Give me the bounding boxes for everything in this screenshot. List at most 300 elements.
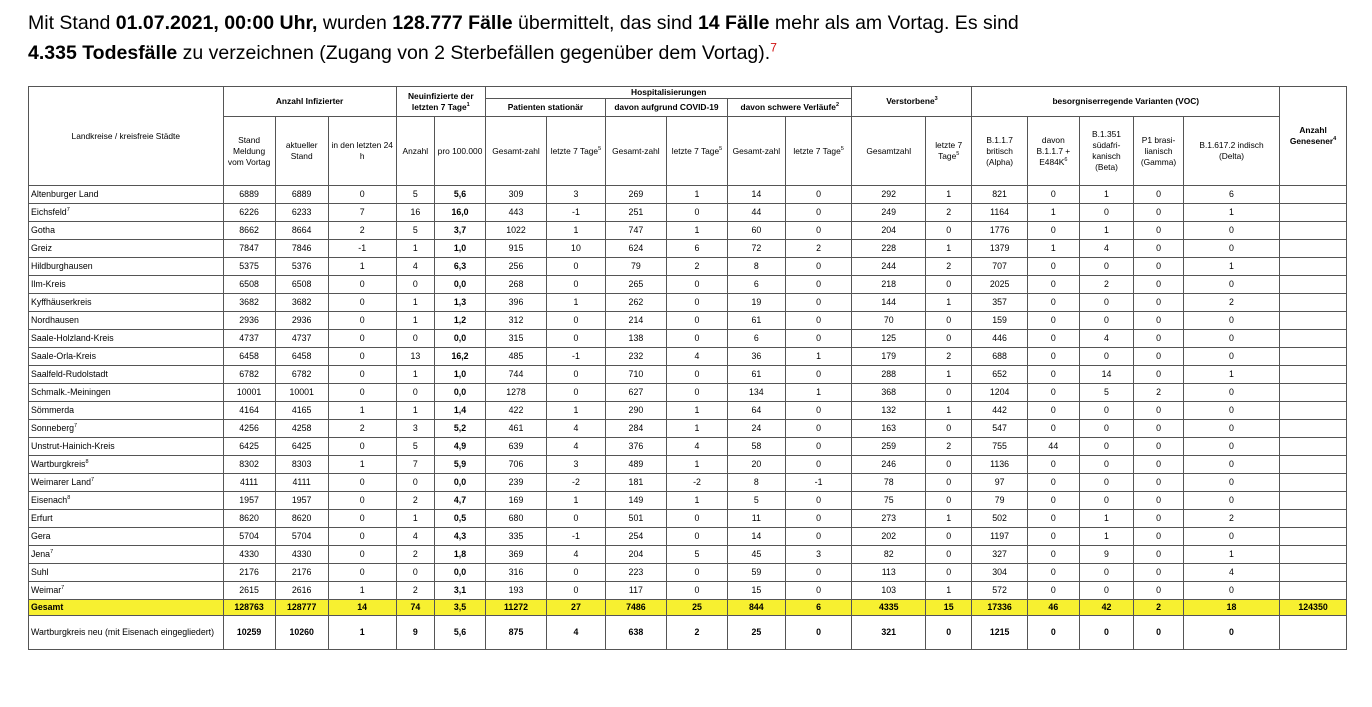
table-cell: 0: [785, 456, 852, 474]
table-cell: 14: [328, 600, 396, 616]
table-cell: 2: [328, 420, 396, 438]
table-row: [29, 528, 1347, 546]
table-cell: 25: [666, 600, 727, 616]
table-cell: 4330: [275, 546, 328, 564]
table-cell: 204: [852, 222, 926, 240]
table-cell: 316: [485, 564, 546, 582]
table-cell: 501: [605, 510, 666, 528]
district-name-label: Hildburghausen: [31, 261, 93, 271]
covid-table: [28, 86, 1347, 650]
table-cell: 461: [485, 420, 546, 438]
table-cell: 1: [785, 384, 852, 402]
table-cell: 1: [785, 348, 852, 366]
header-hospital: Hospitalisierungen: [485, 87, 852, 99]
district-name-label: Greiz: [31, 243, 53, 253]
table-cell: 58: [728, 438, 786, 456]
table-cell: 3: [785, 546, 852, 564]
district-footnote: 7: [90, 477, 95, 484]
header-schwer-footnote: 2: [835, 102, 839, 109]
table-cell: 0: [1183, 492, 1279, 510]
district-name: [29, 276, 224, 294]
table-cell: 0: [926, 616, 972, 650]
table-cell: 335: [485, 528, 546, 546]
table-cell: 292: [852, 186, 926, 204]
table-cell: 6458: [275, 348, 328, 366]
table-cell: 3: [547, 456, 606, 474]
table-cell: 0: [785, 420, 852, 438]
table-cell: -1: [328, 240, 396, 258]
table-row: [29, 294, 1347, 312]
table-cell: [1280, 582, 1347, 600]
table-cell: [1280, 616, 1347, 650]
table-row: [29, 492, 1347, 510]
table-cell: 0: [1027, 582, 1079, 600]
header-verstorbene-gesamt: Gesamtzahl: [852, 117, 926, 186]
table-cell: 4164: [223, 402, 275, 420]
district-name-label: Kyffhäuserkreis: [31, 297, 92, 307]
district-name: [29, 312, 224, 330]
district-name: [29, 204, 224, 222]
table-cell: 0: [328, 330, 396, 348]
intro-text-2: wurden: [317, 12, 393, 34]
table-cell: 2: [1134, 384, 1184, 402]
table-cell: 0: [1134, 564, 1184, 582]
table-cell: 138: [605, 330, 666, 348]
table-cell: 1: [547, 294, 606, 312]
table-cell: 0: [328, 312, 396, 330]
table-cell: 0: [396, 330, 434, 348]
table-cell: 3,5: [435, 600, 486, 616]
table-cell: 0: [785, 564, 852, 582]
table-cell: 0: [1134, 366, 1184, 384]
table-row: [29, 240, 1347, 258]
table-cell: 0: [1027, 186, 1079, 204]
table-cell: 1: [666, 402, 727, 420]
table-cell: 0: [666, 276, 727, 294]
table-cell: 0: [1027, 276, 1079, 294]
table-cell: 1: [666, 492, 727, 510]
district-name: [29, 510, 224, 528]
table-cell: 4737: [275, 330, 328, 348]
table-cell: [1280, 294, 1347, 312]
table-cell: 7: [328, 204, 396, 222]
table-row: [29, 384, 1347, 402]
table-cell: 17336: [972, 600, 1027, 616]
table-cell: 1,0: [435, 366, 486, 384]
table-cell: 0: [1183, 276, 1279, 294]
table-cell: 5375: [223, 258, 275, 276]
table-cell: 688: [972, 348, 1027, 366]
table-cell: 134: [728, 384, 786, 402]
table-cell: 5: [1079, 384, 1133, 402]
table-cell: 0: [785, 294, 852, 312]
header-aufgrund-7tage-label: letzte 7 Tage: [671, 145, 720, 156]
table-cell: 97: [972, 474, 1027, 492]
table-cell: 0: [1183, 384, 1279, 402]
table-cell: 6889: [223, 186, 275, 204]
intro-text-1: Mit Stand: [28, 12, 116, 34]
table-cell: 5: [396, 438, 434, 456]
table-cell: 4: [666, 348, 727, 366]
district-name: [29, 456, 224, 474]
table-cell: 2176: [223, 564, 275, 582]
table-cell: 254: [605, 528, 666, 546]
table-cell: [1280, 456, 1347, 474]
table-cell: 0: [1027, 474, 1079, 492]
district-name-label: Suhl: [31, 567, 49, 577]
district-name-label: Saale-Holzland-Kreis: [31, 333, 114, 343]
covid-table-container: [28, 86, 1347, 650]
table-cell: 72: [728, 240, 786, 258]
table-cell: 4111: [223, 474, 275, 492]
table-cell: 0: [785, 492, 852, 510]
intro-cases: 128.777 Fälle: [392, 12, 513, 34]
table-cell: 0: [547, 366, 606, 384]
table-cell: 79: [605, 258, 666, 276]
table-cell: 5704: [223, 528, 275, 546]
table-cell: 0: [328, 348, 396, 366]
intro-text-5: zu verzeichnen (Zugang von 2 Sterbefällen gegenüber dem Vortag).: [177, 42, 771, 64]
header-verstorbene-7tage-footnote: 5: [956, 151, 960, 158]
table-cell: 0: [666, 564, 727, 582]
header-delta: B.1.617.2 indisch (Delta): [1183, 117, 1279, 186]
header-stationaer: Patienten stationär: [485, 99, 605, 117]
district-name: [29, 384, 224, 402]
header-stationaer-gesamt: Gesamt-zahl: [485, 117, 546, 186]
header-alpha: B.1.1.7 britisch (Alpha): [972, 117, 1027, 186]
table-cell: 8664: [275, 222, 328, 240]
table-cell: 0: [547, 564, 606, 582]
table-cell: 0: [785, 312, 852, 330]
table-cell: 1: [1183, 258, 1279, 276]
table-cell: 10260: [275, 616, 328, 650]
table-cell: 0: [1079, 204, 1133, 222]
table-cell: 0: [1134, 456, 1184, 474]
intro-text-3: übermittelt, das sind: [512, 12, 698, 34]
table-cell: 265: [605, 276, 666, 294]
table-cell: 0: [666, 312, 727, 330]
intro-delta: 14 Fälle: [697, 12, 770, 34]
table-row: [29, 348, 1347, 366]
table-cell: [1280, 204, 1347, 222]
table-cell: 680: [485, 510, 546, 528]
district-name-label: Saale-Orla-Kreis: [31, 351, 97, 361]
header-stand-vortag: Stand Meldung vom Vortag: [223, 117, 275, 186]
table-cell: 2: [785, 240, 852, 258]
table-cell: 1: [328, 456, 396, 474]
table-cell: 0: [1079, 294, 1133, 312]
table-cell: 0: [328, 384, 396, 402]
table-cell: 159: [972, 312, 1027, 330]
table-cell: 4,9: [435, 438, 486, 456]
header-aktueller-stand: aktueller Stand: [275, 117, 328, 186]
table-row: [29, 258, 1347, 276]
table-cell: 4,7: [435, 492, 486, 510]
header-schwer-label: davon schwere Verläufe: [740, 102, 836, 112]
table-cell: 11: [728, 510, 786, 528]
table-cell: 1: [926, 510, 972, 528]
header-genesen-footnote: 4: [1333, 136, 1337, 143]
table-cell: 42: [1079, 600, 1133, 616]
table-cell: 2: [396, 582, 434, 600]
table-cell: 0: [926, 528, 972, 546]
table-cell: 10001: [275, 384, 328, 402]
header-landkreise: Landkreise / kreisfreie Städte: [29, 87, 224, 186]
table-cell: 0: [1079, 474, 1133, 492]
district-footnote: 7: [74, 423, 78, 430]
table-cell: 0: [1183, 348, 1279, 366]
table-cell: 1197: [972, 528, 1027, 546]
table-cell: 6889: [275, 186, 328, 204]
table-cell: [1280, 258, 1347, 276]
intro-text-4: mehr als am Vortag. Es sind: [769, 12, 1019, 34]
table-cell: 844: [728, 600, 786, 616]
table-cell: 59: [728, 564, 786, 582]
table-cell: 1: [666, 456, 727, 474]
table-cell: 6508: [223, 276, 275, 294]
table-cell: [1280, 348, 1347, 366]
table-cell: 1: [1183, 204, 1279, 222]
table-cell: 1: [1079, 528, 1133, 546]
district-name-label: Eisenach: [31, 495, 68, 505]
header-schwer: [728, 99, 852, 117]
table-cell: 0,0: [435, 384, 486, 402]
table-cell: 6425: [275, 438, 328, 456]
table-cell: 4330: [223, 546, 275, 564]
table-cell: 0: [1134, 438, 1184, 456]
table-cell: 638: [605, 616, 666, 650]
table-cell: 6782: [275, 366, 328, 384]
table-cell: 0: [1079, 616, 1133, 650]
table-cell: 396: [485, 294, 546, 312]
table-cell: 0: [328, 366, 396, 384]
table-cell: 228: [852, 240, 926, 258]
table-cell: 284: [605, 420, 666, 438]
table-cell: 6458: [223, 348, 275, 366]
table-cell: 4: [1079, 240, 1133, 258]
table-cell: 1: [1079, 510, 1133, 528]
table-cell: 4: [547, 546, 606, 564]
header-e484k-footnote: 6: [1064, 156, 1068, 163]
table-cell: 144: [852, 294, 926, 312]
table-cell: 163: [852, 420, 926, 438]
district-name: [29, 366, 224, 384]
table-cell: 0: [785, 204, 852, 222]
table-cell: 256: [485, 258, 546, 276]
table-cell: 1: [1027, 240, 1079, 258]
table-row: [29, 546, 1347, 564]
table-cell: 290: [605, 402, 666, 420]
table-cell: 11272: [485, 600, 546, 616]
table-row: [29, 510, 1347, 528]
table-cell: 0: [1134, 258, 1184, 276]
table-cell: 0: [1183, 330, 1279, 348]
table-cell: 0: [1134, 510, 1184, 528]
table-cell: 45: [728, 546, 786, 564]
table-cell: 202: [852, 528, 926, 546]
header-neuinfizierte-footnote: 1: [466, 101, 470, 108]
table-cell: 0: [926, 492, 972, 510]
table-cell: 0: [328, 294, 396, 312]
table-cell: 1022: [485, 222, 546, 240]
table-cell: 0: [547, 330, 606, 348]
table-cell: 2: [666, 616, 727, 650]
table-cell: 0: [1134, 204, 1184, 222]
district-name: [29, 294, 224, 312]
table-cell: 1: [1183, 366, 1279, 384]
header-verstorbene-7tage: [926, 117, 972, 186]
table-cell: 6425: [223, 438, 275, 456]
table-cell: 1: [1079, 222, 1133, 240]
district-name: [29, 474, 224, 492]
table-cell: 6: [666, 240, 727, 258]
header-e484k: [1027, 117, 1079, 186]
table-cell: 639: [485, 438, 546, 456]
table-cell: 624: [605, 240, 666, 258]
table-cell: 327: [972, 546, 1027, 564]
table-cell: 0: [785, 582, 852, 600]
table-cell: -1: [785, 474, 852, 492]
table-cell: 0: [547, 510, 606, 528]
district-name-label: Jena: [31, 549, 51, 559]
table-cell: 1164: [972, 204, 1027, 222]
table-cell: 0: [926, 312, 972, 330]
table-cell: 304: [972, 564, 1027, 582]
table-cell: [1280, 312, 1347, 330]
table-row: [29, 366, 1347, 384]
district-name: [29, 492, 224, 510]
table-cell: 0: [1027, 330, 1079, 348]
table-cell: 0: [1079, 312, 1133, 330]
table-cell: 547: [972, 420, 1027, 438]
district-name: [29, 582, 224, 600]
district-name-label: Altenburger Land: [31, 189, 99, 199]
table-cell: 4165: [275, 402, 328, 420]
table-cell: 1: [666, 420, 727, 438]
table-cell: 0: [1134, 348, 1184, 366]
table-cell: 0,0: [435, 474, 486, 492]
table-cell: 288: [852, 366, 926, 384]
table-cell: 1: [1027, 204, 1079, 222]
table-cell: 8302: [223, 456, 275, 474]
district-footnote: 8: [85, 459, 89, 466]
table-cell: 5,2: [435, 420, 486, 438]
table-cell: 0: [926, 420, 972, 438]
table-cell: 0: [1134, 240, 1184, 258]
table-cell: 15: [728, 582, 786, 600]
table-cell: 3,7: [435, 222, 486, 240]
table-cell: 262: [605, 294, 666, 312]
table-cell: 5: [396, 222, 434, 240]
table-cell: 10259: [223, 616, 275, 650]
table-cell: 268: [485, 276, 546, 294]
header-anzahl: Anzahl: [396, 117, 434, 186]
table-cell: [1280, 240, 1347, 258]
table-cell: 915: [485, 240, 546, 258]
table-cell: 1: [926, 294, 972, 312]
table-cell: 193: [485, 582, 546, 600]
table-cell: 0: [1079, 582, 1133, 600]
table-cell: 6: [728, 330, 786, 348]
table-row: [29, 474, 1347, 492]
table-cell: 1,4: [435, 402, 486, 420]
table-cell: 1957: [275, 492, 328, 510]
table-cell: 5704: [275, 528, 328, 546]
table-cell: 6233: [275, 204, 328, 222]
table-cell: 128763: [223, 600, 275, 616]
table-cell: 309: [485, 186, 546, 204]
total-row: [29, 600, 1347, 616]
table-cell: 0: [1134, 420, 1184, 438]
table-cell: -1: [547, 348, 606, 366]
table-cell: 0: [396, 276, 434, 294]
intro-date: 01.07.2021, 00:00 Uhr,: [115, 12, 318, 34]
table-cell: 5376: [275, 258, 328, 276]
header-schwer-7tage: [785, 117, 852, 186]
table-cell: 8303: [275, 456, 328, 474]
table-cell: 0: [785, 330, 852, 348]
table-cell: 4: [666, 438, 727, 456]
district-name: [29, 240, 224, 258]
table-cell: 315: [485, 330, 546, 348]
table-cell: 27: [547, 600, 606, 616]
table-cell: [1280, 510, 1347, 528]
table-cell: 1: [926, 240, 972, 258]
table-cell: 259: [852, 438, 926, 456]
table-cell: 244: [852, 258, 926, 276]
table-cell: 6508: [275, 276, 328, 294]
table-cell: 376: [605, 438, 666, 456]
table-cell: -2: [547, 474, 606, 492]
header-genesen: [1280, 87, 1347, 186]
district-name-label: Erfurt: [31, 513, 53, 523]
table-cell: 16: [396, 204, 434, 222]
table-cell: [1280, 276, 1347, 294]
table-cell: 2: [328, 222, 396, 240]
table-cell: 1: [666, 186, 727, 204]
table-cell: 132: [852, 402, 926, 420]
table-cell: 204: [605, 546, 666, 564]
header-voc: besorgniserregende Varianten (VOC): [972, 87, 1280, 117]
table-cell: 3682: [275, 294, 328, 312]
table-cell: 0: [666, 294, 727, 312]
table-cell: 7846: [275, 240, 328, 258]
table-cell: 0: [1134, 492, 1184, 510]
table-cell: 0: [785, 510, 852, 528]
table-cell: 0: [785, 438, 852, 456]
table-cell: 4111: [275, 474, 328, 492]
table-cell: 1278: [485, 384, 546, 402]
district-name: [29, 438, 224, 456]
table-cell: -1: [547, 528, 606, 546]
table-cell: -1: [547, 204, 606, 222]
table-cell: 19: [728, 294, 786, 312]
table-cell: 1: [328, 582, 396, 600]
table-row: [29, 402, 1347, 420]
table-cell: 1: [926, 402, 972, 420]
table-cell: 1: [396, 312, 434, 330]
table-cell: 0: [1183, 438, 1279, 456]
table-cell: 10001: [223, 384, 275, 402]
table-cell: 0: [547, 312, 606, 330]
table-cell: 14: [728, 528, 786, 546]
table-cell: 0: [328, 564, 396, 582]
table-cell: 0: [1079, 420, 1133, 438]
district-name-label: Eichsfeld: [31, 207, 67, 217]
table-cell: 44: [1027, 438, 1079, 456]
table-cell: 0: [1134, 222, 1184, 240]
table-cell: 652: [972, 366, 1027, 384]
